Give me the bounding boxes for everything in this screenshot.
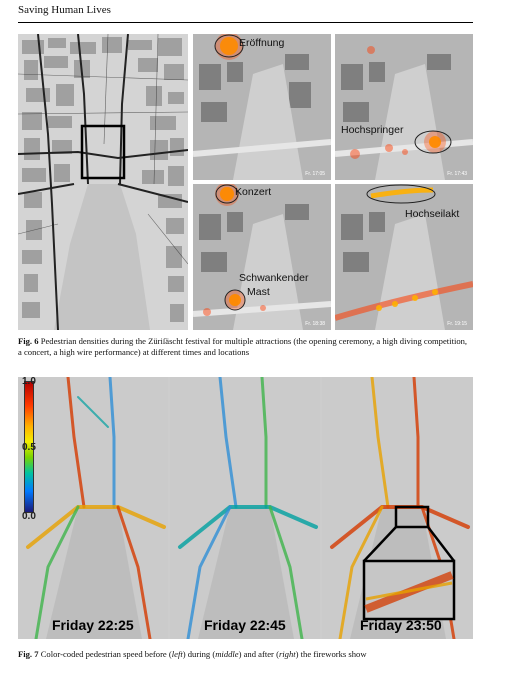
caption-part: Color-coded pedestrian speed before (: [40, 649, 172, 659]
colorbar-tick-mid: 0.5: [22, 442, 36, 453]
density-map-high-diving: [335, 34, 473, 180]
annotation-high-wire: Hochseilakt: [405, 208, 460, 220]
figure-6-caption-label: Fig. 6: [18, 336, 39, 346]
figure-6-caption-text: Pedestrian densities during the Züriſäscht festival for multiple attractions (the opening ceremony, a high diving competition, a concert, a high wire performance) at different times and locations: [18, 336, 468, 357]
caption-part: ) the fireworks show: [295, 649, 367, 659]
annotation-high-diving: Hochspringer: [341, 124, 404, 136]
frame-label: Fr. 17:43: [447, 171, 467, 177]
density-map-concert: [193, 184, 331, 330]
figure-7: [18, 377, 473, 639]
running-head: Saving Human Lives: [18, 4, 111, 16]
speed-map-during: [170, 377, 320, 639]
city-overview-map: [18, 34, 188, 330]
time-label-during: Friday 22:45: [204, 617, 286, 633]
figure-6-caption: [18, 336, 473, 358]
caption-right: right: [278, 649, 296, 659]
frame-label: Fr. 19:15: [447, 321, 467, 327]
time-label-after: Friday 23:50: [360, 617, 442, 633]
density-map-high-wire: [335, 184, 473, 330]
annotation-swaying-mast: Schwankender: [239, 272, 309, 284]
frame-label: Fr. 17:05: [305, 171, 325, 177]
caption-part: ) and after (: [238, 649, 279, 659]
density-map-opening: [193, 34, 331, 180]
time-label-before: Friday 22:25: [52, 617, 134, 633]
colorbar-tick-max: 1.0: [22, 377, 36, 387]
frame-label: Fr. 18:38: [305, 321, 325, 327]
caption-left: left: [171, 649, 183, 659]
caption-part: ) during (: [182, 649, 216, 659]
figure-6: [18, 34, 473, 330]
annotation-mast: Mast: [247, 286, 270, 298]
caption-middle: middle: [215, 649, 239, 659]
annotation-concert: Konzert: [235, 186, 272, 198]
speed-map-after: [322, 377, 473, 639]
figure-7-caption: [18, 649, 473, 660]
speed-map-before: [18, 377, 168, 639]
colorbar-tick-min: 0.0: [22, 511, 36, 522]
figure-7-caption-label: Fig. 7: [18, 649, 39, 659]
annotation-opening: Eröffnung: [239, 37, 285, 49]
header-rule: [18, 22, 473, 23]
